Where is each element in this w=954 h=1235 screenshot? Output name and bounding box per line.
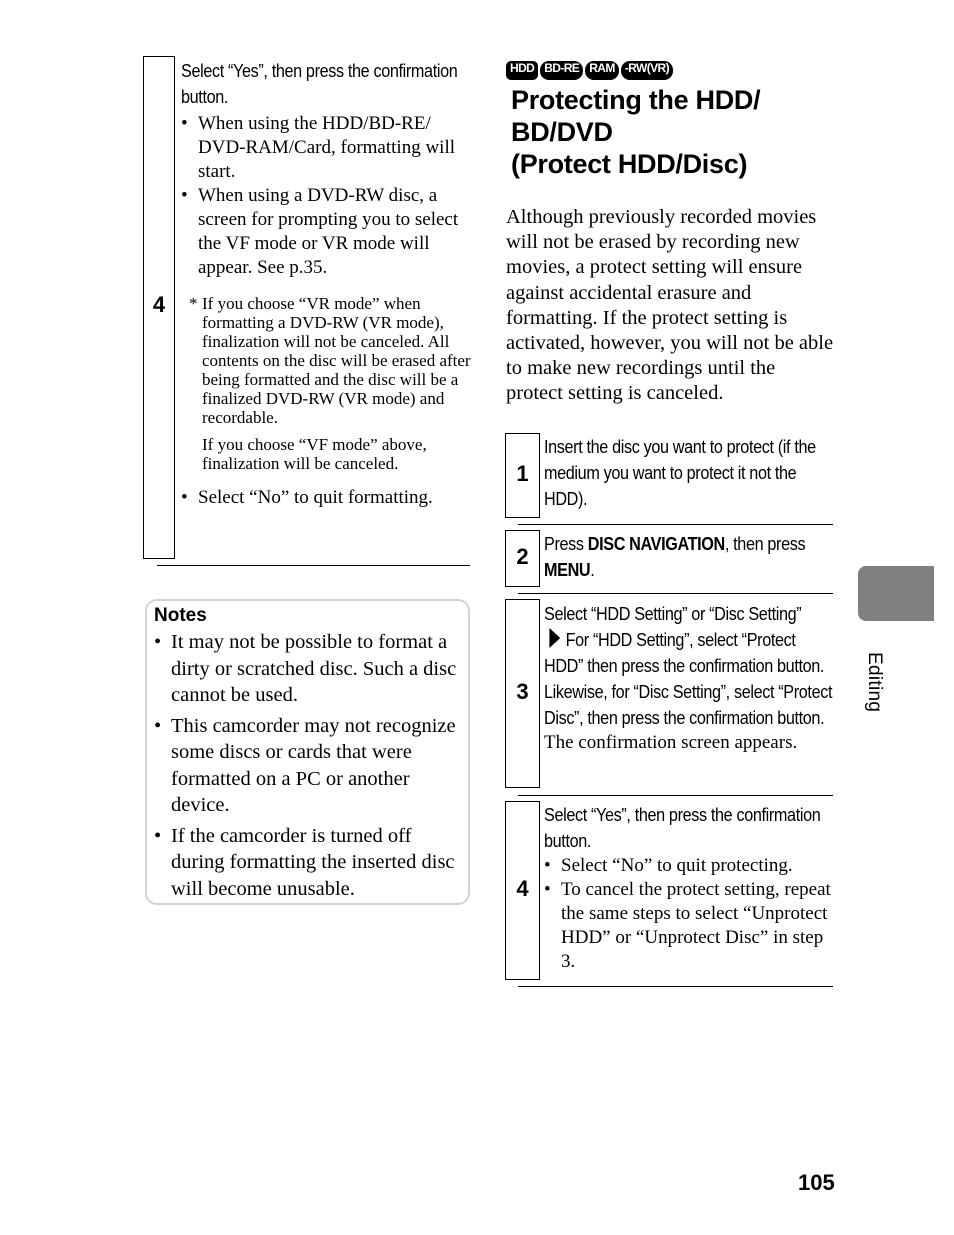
step-heading: Select “Yes”, then press the confirmation button. <box>181 61 458 107</box>
chapter-tab <box>858 566 934 621</box>
rw-vr-badge: -RW(VR) <box>621 61 673 80</box>
step-number: 3 <box>516 679 529 704</box>
step-heading: Select “HDD Setting” or “Disc Setting” For “HDD Setting”, select “Protect HDD” then press the confirmation button. Likewise, for “Disc Setting”, select “Protect Disc”, then press the confirmation button. <box>544 604 833 728</box>
page-number: 105 <box>798 1170 835 1195</box>
divider <box>518 593 833 594</box>
list-item: • This camcorder may not recognize some discs or cards that were formatted on a PC or another device. <box>154 714 456 816</box>
footnote-text: If you choose “VF mode” above, finalization will be canceled. <box>202 435 427 473</box>
step-number: 1 <box>516 461 529 486</box>
media-badges <box>506 61 675 81</box>
step-1 <box>505 433 833 518</box>
notes-title: Notes <box>154 605 207 626</box>
divider <box>518 795 833 796</box>
step-heading: Select “Yes”, then press the confirmation button. <box>544 805 821 851</box>
bd-re-badge: BD-RE <box>540 61 583 80</box>
step-4 <box>505 801 833 980</box>
footnote: * If you choose “VR mode” when formatting a DVD-RW (VR mode), finalization will not be canceled. All contents on the disc will be erased after being formatted and the disc will be a finalized DVD-RW (VR mode) and recordable. If you choose “VF mode” above, finalization will be canceled. <box>181 294 473 473</box>
step-2 <box>505 530 833 587</box>
section-title: Protecting the HDD/ BD/DVD (Protect HDD/Disc) <box>511 85 761 179</box>
step-3 <box>505 599 833 788</box>
list-item: • If the camcorder is turned off during formatting the inserted disc will become unusable. <box>154 824 455 900</box>
list-item: • When using a DVD-RW disc, a screen for prompting you to select the VF mode or VR mode will appear. See p.35. <box>181 185 459 278</box>
step-result: The confirmation screen appears. <box>544 732 798 753</box>
notes-box <box>145 599 470 905</box>
step-heading: Press DISC NAVIGATION, then press MENU. <box>544 534 806 580</box>
divider <box>518 986 833 987</box>
divider <box>157 565 470 566</box>
chapter-label: Editing <box>864 652 885 713</box>
step-content <box>181 56 473 510</box>
list-item: • Select “No” to quit formatting. <box>181 487 433 508</box>
list-item: • Select “No” to quit protecting. <box>544 855 793 876</box>
footnote-text: If you choose “VR mode” when formatting a DVD-RW (VR mode), finalization will not be canceled. All contents on the disc will be erased after being formatted and the disc will be a finalized DVD-RW (VR mode) and recordable. <box>202 294 471 427</box>
ram-badge: RAM <box>585 61 619 80</box>
step-number: 2 <box>516 544 529 569</box>
divider <box>518 524 833 525</box>
intro-paragraph: Although previously recorded movies will not be erased by recording new movies, a protect setting will ensure against accidental erasure and formatting. If the protect setting is activated, however, you will not be able to make new recordings until the protect setting is canceled. <box>506 206 834 405</box>
hdd-badge: HDD <box>506 61 538 80</box>
right-triangle-icon <box>549 628 560 648</box>
list-item: • To cancel the protect setting, repeat the same steps to select “Unprotect HDD” or “Unprotect Disc” in step 3. <box>544 879 831 972</box>
step-heading: Insert the disc you want to protect (if the medium you want to protect it not the HDD). <box>544 437 816 509</box>
left-step-4 <box>143 56 470 559</box>
list-item: • It may not be possible to format a dirty or scratched disc. Such a disc cannot be used. <box>154 631 457 706</box>
list-item: • When using the HDD/BD-RE/ DVD-RAM/Card, formatting will start. <box>181 113 456 182</box>
disc-navigation-key: DISC NAVIGATION <box>587 534 725 554</box>
menu-key: MENU <box>544 560 591 580</box>
step-number: 4 <box>152 292 166 317</box>
step-number: 4 <box>516 876 529 901</box>
